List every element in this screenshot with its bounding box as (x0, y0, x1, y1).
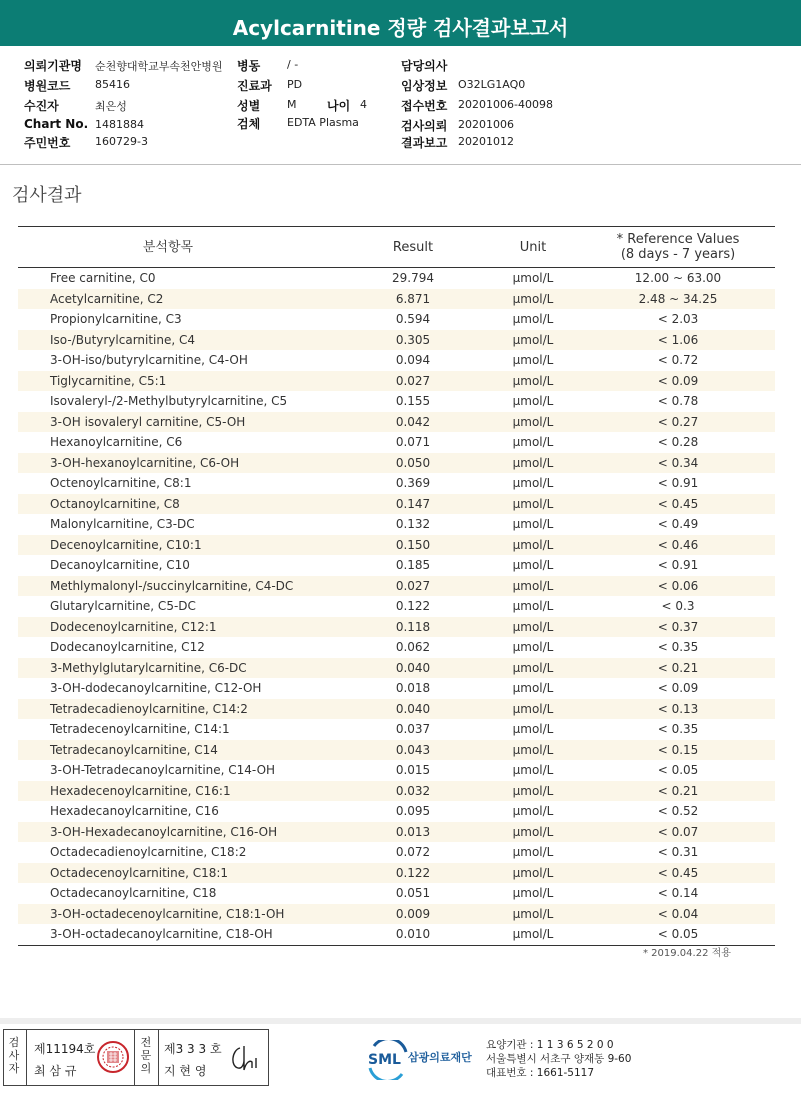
reference-value: 12.00 ~ 63.00 (634, 271, 722, 285)
result-value: 0.594 (395, 312, 431, 326)
reference-value: < 2.03 (657, 312, 699, 326)
result-value: 0.185 (395, 558, 431, 572)
table-row (18, 514, 775, 535)
header-result: Result (392, 239, 434, 255)
reference-value: < 0.13 (657, 701, 699, 716)
reference-value: < 0.04 (657, 906, 699, 921)
result-value: 0.369 (395, 476, 431, 490)
table-row (18, 863, 775, 884)
reference-value: < 0.45 (657, 865, 699, 880)
table-row (18, 596, 775, 617)
unit-value: μmol/L (512, 476, 554, 490)
unit-value: μmol/L (512, 312, 554, 326)
unit-value: μmol/L (512, 742, 554, 757)
unit-value: μmol/L (512, 804, 554, 818)
table-row (18, 904, 775, 925)
reference-value: < 0.06 (657, 578, 699, 593)
table-row (18, 555, 775, 576)
reference-value: < 0.91 (657, 476, 699, 490)
result-value: 0.037 (395, 722, 431, 736)
doctor-label: 담당의사 (401, 59, 448, 73)
result-value: 0.043 (395, 742, 431, 757)
unit-value: μmol/L (512, 271, 554, 285)
analyte-name: Malonylcarnitine, C3-DC (50, 517, 195, 531)
clinical-value: O32LG1AQ0 (458, 78, 526, 91)
table-row (18, 658, 775, 679)
reference-value: < 0.21 (657, 660, 699, 675)
result-value: 0.015 (395, 763, 431, 777)
header-reference-line1: * Reference Values (616, 232, 740, 247)
table-row (18, 309, 775, 330)
reference-value: < 0.49 (657, 517, 699, 531)
result-value: 29.794 (392, 271, 434, 285)
unit-value: μmol/L (512, 886, 554, 900)
logo-text: SML (368, 1052, 401, 1068)
analyte-name: Octadecenoylcarnitine, C18:1 (50, 865, 229, 880)
reference-value: < 0.3 (661, 599, 695, 613)
result-value: 0.132 (395, 517, 431, 531)
unit-value: μmol/L (512, 414, 554, 429)
result-value: 0.040 (395, 660, 431, 675)
table-row (18, 637, 775, 658)
analyte-name: Octanoylcarnitine, C8 (50, 496, 180, 511)
result-value: 0.094 (395, 353, 431, 367)
unit-value: μmol/L (512, 517, 554, 531)
sex-label: 성별 (237, 99, 261, 113)
result-value: 0.027 (395, 578, 431, 593)
result-value: 0.122 (395, 599, 431, 613)
organization-info (486, 1038, 631, 1080)
analyte-name: Tiglycarnitine, C5:1 (50, 373, 167, 388)
specialist-number: 제3 3 3 호 (164, 1042, 222, 1056)
result-value: 0.032 (395, 783, 431, 798)
reference-value: < 0.05 (657, 927, 699, 941)
unit-value: μmol/L (512, 435, 554, 449)
analyte-name: Glutarylcarnitine, C5-DC (50, 599, 196, 613)
analyte-name: Hexadecenoylcarnitine, C16:1 (50, 783, 231, 798)
reference-value: < 0.35 (657, 640, 699, 654)
reference-value: < 0.21 (657, 783, 699, 798)
examiner-label: 검사자 (8, 1036, 20, 1075)
analyte-name: Methlymalonyl-/succinylcarnitine, C4-DC (50, 578, 294, 593)
unit-value: μmol/L (512, 701, 554, 716)
report-date-value: 20201012 (458, 135, 514, 148)
analyte-name: 3-Methylglutarylcarnitine, C6-DC (50, 660, 247, 675)
reference-value: < 0.27 (657, 414, 699, 429)
unit-value: μmol/L (512, 865, 554, 880)
reference-value: < 0.46 (657, 537, 699, 552)
divider (158, 1030, 159, 1085)
result-value: 0.071 (395, 435, 431, 449)
organization-address: 서울특별시 서초구 양재동 9-60 (486, 1053, 632, 1065)
analyte-name: Hexadecanoylcarnitine, C16 (50, 804, 219, 818)
unit-value: μmol/L (512, 763, 554, 777)
unit-value: μmol/L (512, 906, 554, 921)
unit-value: μmol/L (512, 619, 554, 634)
unit-value: μmol/L (512, 783, 554, 798)
table-row (18, 617, 775, 638)
patient-value: 최은성 (95, 100, 127, 113)
organization-name: 삼광의료재단 (408, 1051, 472, 1064)
organization-phone: 대표번호 : 1661-5117 (486, 1067, 595, 1079)
receipt-value: 20201006-40098 (458, 98, 553, 111)
results-heading: 검사결과 (12, 185, 82, 206)
table-row (18, 391, 775, 412)
id-label: 주민번호 (24, 136, 71, 150)
unit-value: μmol/L (512, 599, 554, 613)
table-row (18, 494, 775, 515)
unit-value: μmol/L (512, 291, 554, 306)
analyte-name: 3-OH-octadecenoylcarnitine, C18:1-OH (50, 906, 285, 921)
analyte-name: Acetylcarnitine, C2 (50, 291, 164, 306)
result-value: 0.095 (395, 804, 431, 818)
analyte-name: Tetradecanoylcarnitine, C14 (50, 742, 218, 757)
analyte-name: 3-OH isovaleryl carnitine, C5-OH (50, 414, 246, 429)
divider (26, 1030, 27, 1085)
table-row (18, 330, 775, 351)
analyte-name: Dodecanoylcarnitine, C12 (50, 640, 205, 654)
unit-value: μmol/L (512, 496, 554, 511)
analyte-name: 3-OH-Tetradecanoylcarnitine, C14-OH (50, 763, 276, 777)
organization-code: 요양기관 : 1 1 3 6 5 2 0 0 (486, 1039, 614, 1051)
header-reference-line2: (8 days - 7 years) (620, 247, 736, 262)
header-unit: Unit (519, 239, 547, 255)
table-row (18, 535, 775, 556)
result-value: 0.042 (395, 414, 431, 429)
report-date-label: 결과보고 (401, 136, 448, 150)
table-row (18, 473, 775, 494)
analyte-name: Octadecadienoylcarnitine, C18:2 (50, 845, 247, 859)
analyte-name: Octadecanoylcarnitine, C18 (50, 886, 217, 900)
reference-value: < 0.52 (657, 804, 699, 818)
result-value: 6.871 (395, 291, 431, 306)
table-row (18, 678, 775, 699)
analyte-name: 3-OH-Hexadecanoylcarnitine, C16-OH (50, 824, 278, 839)
table-row (18, 453, 775, 474)
analyte-name: 3-OH-hexanoylcarnitine, C6-OH (50, 455, 240, 470)
specialist-label: 전문의 (140, 1036, 152, 1075)
specialist-name: 지 현 영 (164, 1064, 207, 1078)
reference-value: < 0.14 (657, 886, 699, 900)
clinical-label: 임상정보 (401, 79, 448, 93)
analyte-name: Propionylcarnitine, C3 (50, 312, 182, 326)
analyte-name: Free carnitine, C0 (50, 271, 156, 285)
seal-stamp (96, 1040, 130, 1074)
analyte-name: Dodecenoylcarnitine, C12:1 (50, 619, 217, 634)
result-value: 0.050 (395, 455, 431, 470)
unit-value: μmol/L (512, 537, 554, 552)
table-row (18, 781, 775, 802)
analyte-name: 3-OH-dodecanoylcarnitine, C12-OH (50, 681, 262, 695)
unit-value: μmol/L (512, 373, 554, 388)
table-row (18, 740, 775, 761)
chart-label: Chart No. (24, 117, 89, 131)
analyte-name: Hexanoylcarnitine, C6 (50, 435, 183, 449)
result-value: 0.118 (395, 619, 431, 634)
table-row (18, 822, 775, 843)
header-reference (588, 227, 768, 267)
unit-value: μmol/L (512, 394, 554, 408)
analyte-name: Tetradecadienoylcarnitine, C14:2 (50, 701, 248, 716)
reference-value: < 0.35 (657, 722, 699, 736)
analyte-name: 3-OH-iso/butyrylcarnitine, C4-OH (50, 353, 248, 367)
result-value: 0.010 (395, 927, 431, 941)
reference-value: < 0.45 (657, 496, 699, 511)
reference-value: < 0.28 (657, 435, 699, 449)
table-row (18, 842, 775, 863)
reference-value: 2.48 ~ 34.25 (638, 291, 718, 306)
reference-value: < 0.09 (657, 373, 699, 388)
institution-value: 순천향대학교부속천안병원 (95, 60, 223, 73)
result-value: 0.150 (395, 537, 431, 552)
analyte-name: 3-OH-octadecanoylcarnitine, C18-OH (50, 927, 273, 941)
analyte-name: Tetradecenoylcarnitine, C14:1 (50, 722, 230, 736)
reference-value: < 0.78 (657, 394, 699, 408)
result-value: 0.013 (395, 824, 431, 839)
result-value: 0.051 (395, 886, 431, 900)
footer-separator (0, 1018, 801, 1024)
reference-value: < 0.72 (657, 353, 699, 367)
unit-value: μmol/L (512, 332, 554, 347)
result-value: 0.155 (395, 394, 431, 408)
table-row (18, 719, 775, 740)
reference-value: < 0.31 (657, 845, 699, 859)
result-value: 0.009 (395, 906, 431, 921)
request-value: 20201006 (458, 118, 514, 131)
table-row (18, 432, 775, 453)
reference-value: < 0.91 (657, 558, 699, 572)
table-row (18, 371, 775, 392)
specimen-label: 검체 (237, 117, 261, 131)
age-value: 4 (360, 98, 367, 111)
table-row (18, 883, 775, 904)
table-row (18, 268, 775, 289)
reference-value: < 0.07 (657, 824, 699, 839)
unit-value: μmol/L (512, 927, 554, 941)
divider (134, 1030, 135, 1085)
table-row (18, 699, 775, 720)
unit-value: μmol/L (512, 558, 554, 572)
receipt-label: 접수번호 (401, 99, 448, 113)
table-row (18, 412, 775, 433)
table-row (18, 350, 775, 371)
reference-note: * 2019.04.22 적용 (643, 948, 731, 959)
request-label: 검사의뢰 (401, 119, 448, 133)
analyte-name: Octenoylcarnitine, C8:1 (50, 476, 192, 490)
id-value: 160729-3 (95, 135, 148, 148)
reference-value: < 0.05 (657, 763, 699, 777)
table-header (18, 226, 775, 268)
reference-value: < 0.34 (657, 455, 699, 470)
chart-value: 1481884 (95, 118, 144, 131)
result-value: 0.027 (395, 373, 431, 388)
patient-info-panel (0, 46, 801, 165)
unit-value: μmol/L (512, 455, 554, 470)
analyte-name: Iso-/Butyrylcarnitine, C4 (50, 332, 196, 347)
unit-value: μmol/L (512, 824, 554, 839)
unit-value: μmol/L (512, 578, 554, 593)
unit-value: μmol/L (512, 353, 554, 367)
table-row (18, 289, 775, 310)
dept-label: 진료과 (237, 79, 272, 93)
analyte-name: Decanoylcarnitine, C10 (50, 558, 190, 572)
result-value: 0.147 (395, 496, 431, 511)
examiner-name: 최 삼 규 (34, 1064, 77, 1078)
table-row (18, 801, 775, 822)
unit-value: μmol/L (512, 845, 554, 859)
analyte-name: Decenoylcarnitine, C10:1 (50, 537, 202, 552)
result-value: 0.018 (395, 681, 431, 695)
reference-value: < 0.15 (657, 742, 699, 757)
ward-value: / - (287, 58, 299, 71)
result-value: 0.072 (395, 845, 431, 859)
signature-box (3, 1029, 269, 1086)
unit-value: μmol/L (512, 681, 554, 695)
patient-label: 수진자 (24, 99, 59, 113)
reference-value: < 1.06 (657, 332, 699, 347)
result-value: 0.305 (395, 332, 431, 347)
handwritten-signature (226, 1040, 262, 1079)
result-value: 0.040 (395, 701, 431, 716)
header-item: 분석항목 (142, 239, 194, 255)
unit-value: μmol/L (512, 722, 554, 736)
results-table (18, 226, 775, 946)
sml-logo-icon (366, 1040, 410, 1084)
specimen-value: EDTA Plasma (287, 116, 359, 129)
age-label: 나이 (327, 99, 351, 113)
analyte-name: Isovaleryl-/2-Methylbutyrylcarnitine, C5 (50, 394, 288, 408)
unit-value: μmol/L (512, 660, 554, 675)
sex-value: M (287, 98, 297, 111)
table-row (18, 576, 775, 597)
reference-value: < 0.37 (657, 619, 699, 634)
hospital-code-value: 85416 (95, 78, 130, 91)
reference-value: < 0.09 (657, 681, 699, 695)
table-row (18, 760, 775, 781)
ward-label: 병동 (237, 59, 261, 73)
dept-value: PD (287, 78, 303, 91)
unit-value: μmol/L (512, 640, 554, 654)
result-value: 0.062 (395, 640, 431, 654)
hospital-code-label: 병원코드 (24, 79, 71, 93)
result-value: 0.122 (395, 865, 431, 880)
table-body (18, 268, 775, 946)
report-title: Acylcarnitine 정량 검사결과보고서 (0, 0, 801, 46)
institution-label: 의뢰기관명 (24, 59, 82, 73)
examiner-number: 제11194호 (34, 1042, 96, 1056)
table-row (18, 924, 775, 945)
